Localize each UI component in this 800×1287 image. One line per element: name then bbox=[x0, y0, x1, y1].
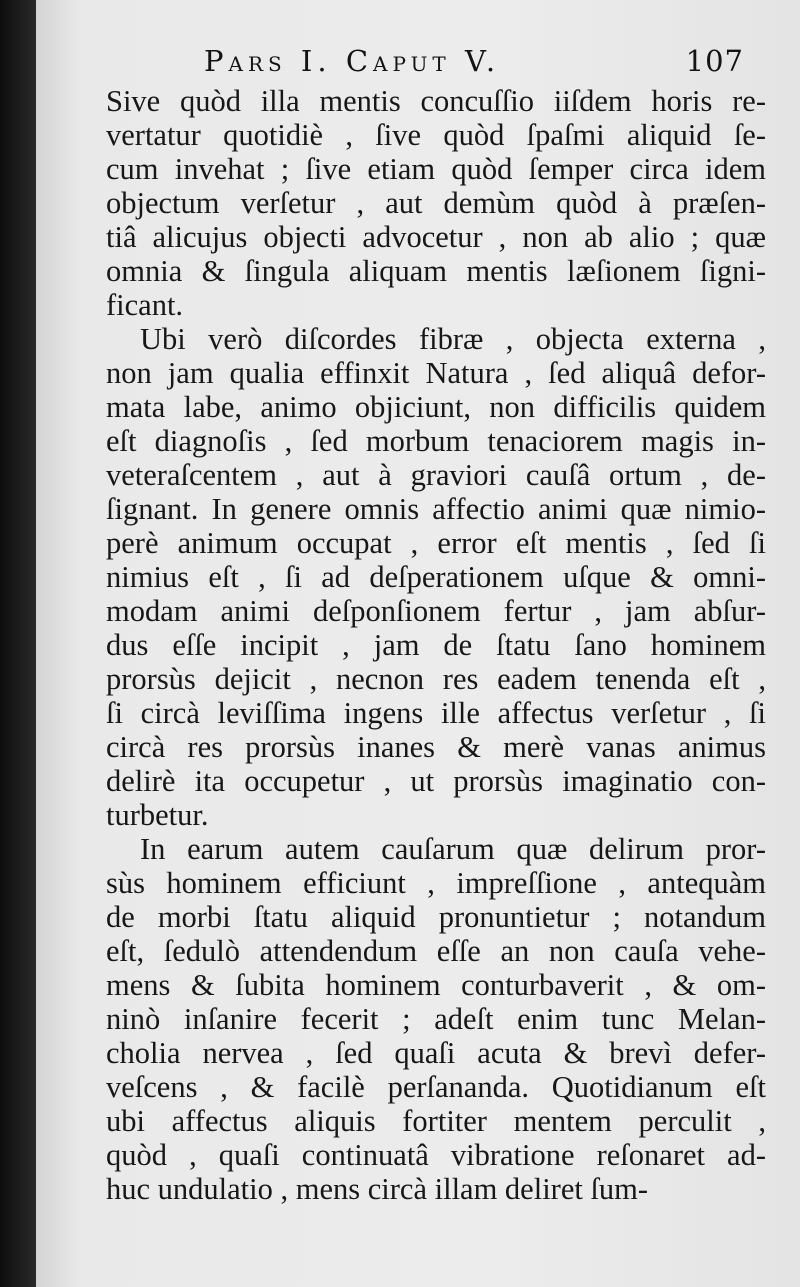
text-line: ſignant. In genere omnis affectio animi quæ nimio- bbox=[106, 492, 766, 526]
running-head-title: Pars I. Caput V. bbox=[204, 44, 501, 78]
text-line: tiâ alicujus objecti advocetur , non ab alio ; quæ bbox=[106, 220, 766, 254]
text-line: In earum autem cauſarum quæ delirum pror- bbox=[140, 832, 766, 866]
text-line: veteraſcentem , aut à graviori cauſâ ortum , de- bbox=[106, 458, 766, 492]
text-line: perè animum occupat , error eſt mentis , ſed ſi bbox=[106, 526, 766, 560]
text-line: mens & ſubita hominem conturbaverit , & om- bbox=[106, 968, 766, 1002]
text-line: nimius eſt , ſi ad deſperationem uſque & omni- bbox=[106, 560, 766, 594]
text-line: ſi circà leviſſima ingens ille affectus verſetur , ſi bbox=[106, 696, 766, 730]
body-text bbox=[106, 84, 766, 1206]
text-line: prorsùs dejicit , necnon res eadem tenenda eſt , bbox=[106, 662, 766, 696]
text-line: dus eſſe incipit , jam de ſtatu ſano hominem bbox=[106, 628, 766, 662]
text-line: eſt diagnoſis , ſed morbum tenaciorem magis in- bbox=[106, 424, 766, 458]
text-line: cholia nervea , ſed quaſi acuta & brevì defer- bbox=[106, 1036, 766, 1070]
text-line: eſt, ſedulò attendendum eſſe an non cauſa vehe- bbox=[106, 934, 766, 968]
text-line: non jam qualia effinxit Natura , ſed aliquâ defor- bbox=[106, 356, 766, 390]
text-line: vertatur quotidiè , ſive quòd ſpaſmi aliquid ſe- bbox=[106, 118, 766, 152]
text-line: delirè ita occupetur , ut prorsùs imaginatio con- bbox=[106, 764, 766, 798]
text-line: objectum verſetur , aut demùm quòd à præſen- bbox=[106, 186, 766, 220]
text-line: circà res prorsùs inanes & merè vanas animus bbox=[106, 730, 766, 764]
text-line: ninò inſanire fecerit ; adeſt enim tunc Melan- bbox=[106, 1002, 766, 1036]
text-line: Sive quòd illa mentis concuſſio iiſdem horis re- bbox=[106, 84, 766, 118]
text-line: de morbi ſtatu aliquid pronuntietur ; notandum bbox=[106, 900, 766, 934]
page-number: 107 bbox=[685, 44, 744, 78]
text-line: Ubi verò diſcordes fibræ , objecta externa , bbox=[140, 322, 766, 356]
text-line: veſcens , & facilè perſananda. Quotidianum eſt bbox=[106, 1070, 766, 1104]
text-line: quòd , quaſi continuatâ vibratione reſonaret ad- bbox=[106, 1138, 766, 1172]
text-line: modam animi deſponſionem fertur , jam abſur- bbox=[106, 594, 766, 628]
text-line: mata labe, animo objiciunt, non difficilis quidem bbox=[106, 390, 766, 424]
text-line: cum invehat ; ſive etiam quòd ſemper circa idem bbox=[106, 152, 766, 186]
text-line: huc undulatio , mens circà illam deliret ſum- bbox=[106, 1172, 649, 1206]
text-line: omnia & ſingula aliquam mentis læſionem ſigni- bbox=[106, 254, 766, 288]
text-line: turbetur. bbox=[106, 798, 209, 832]
text-line: ubi affectus aliquis fortiter mentem perculit , bbox=[106, 1104, 766, 1138]
running-head bbox=[204, 44, 744, 84]
text-line: sùs hominem efficiunt , impreſſione , antequàm bbox=[106, 866, 766, 900]
book-page bbox=[36, 0, 800, 1287]
text-line: ficant. bbox=[106, 288, 184, 322]
page-gutter-shadow bbox=[0, 0, 36, 1287]
